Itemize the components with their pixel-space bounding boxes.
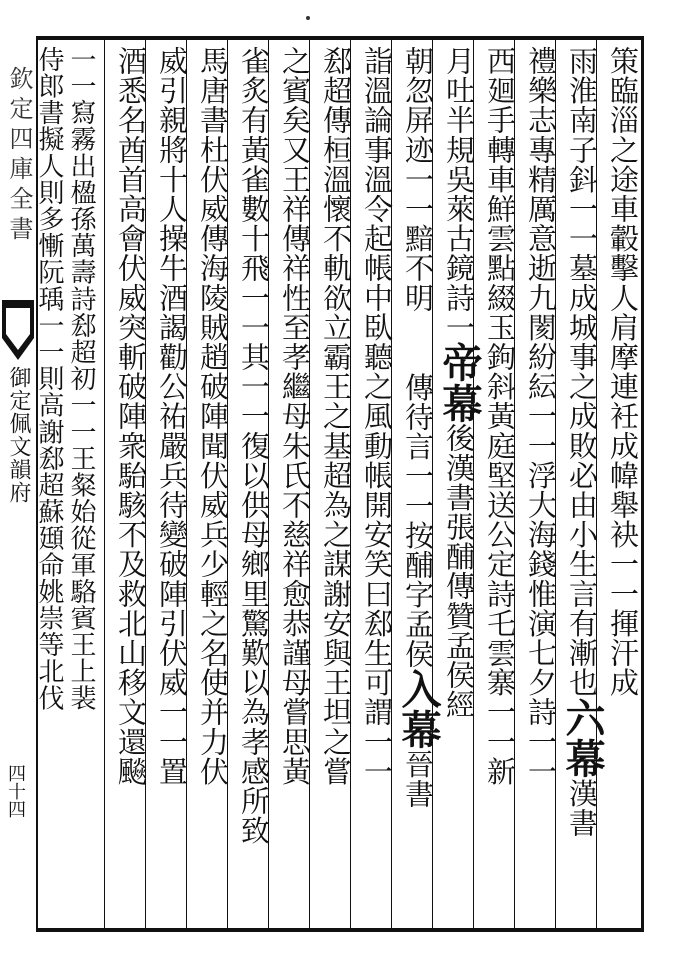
ink-speck xyxy=(306,16,310,20)
column-text: 晉書 xyxy=(401,749,435,809)
column-text: 漢書 xyxy=(565,778,599,838)
column-text: 月吐半規吳萊古鏡詩一 xyxy=(442,46,476,342)
text-column-15 xyxy=(34,46,74,922)
column-text: 酒悉名酋首高會伏威突斬破陣衆駘駭不及救北山移文還飈 xyxy=(114,46,148,786)
column-text: 傳待言一一按酺字孟侯 xyxy=(401,372,435,669)
column-text: 朝忽屏迹一一黯不明 xyxy=(401,46,435,313)
headword: 入幕 xyxy=(395,668,442,750)
headword: 帝幕 xyxy=(436,342,483,424)
column-text: 郄超傳桓溫懷不軌欲立霸王之基超為之謀謝安與王坦之嘗 xyxy=(319,46,353,786)
column-text: 侍郎書擬人則多慚阮瑀一一則高謝郄超蘇頲命姚崇等北伐 xyxy=(34,46,64,711)
column-text: 威引親將十人操牛酒謁勸公祐嚴兵待變破陣引伏威一一置 xyxy=(155,46,189,786)
column-text: 禮樂志專精厲意逝九閡紛紜一一浮大海錢惟演七夕詩一一 xyxy=(524,46,558,786)
column-text: 一一寫霧出楹孫萬壽詩郄超初一一王粲始從軍駱賓王上裴 xyxy=(66,46,96,711)
column-text: 馬唐書杜伏威傳海陵賊趙破陣聞伏威兵少輕之名使并力伏 xyxy=(196,46,230,786)
column-text: 之賓矣又王祥傳祥性至孝繼母朱氏不慈祥愈恭謹母嘗思黃 xyxy=(278,46,312,786)
page-number: 四十四 xyxy=(5,764,26,818)
book-title: 御定佩文韻府 xyxy=(6,366,31,504)
collection-title: 欽定四庫全書 xyxy=(5,66,33,246)
headword: 六幕 xyxy=(559,697,606,779)
column-text: 詣溫論事溫令起帳中臥聽之風動帳開安笑曰郄生可謂一一 xyxy=(360,46,394,786)
column-text: 西廻手轉車鮮雲點綴玉鉤斜黃庭堅送公定詩乇雲寨一一新 xyxy=(483,46,517,786)
column-text: 雀炙有黃雀數十飛一一其一一復以供母鄉里驚歎以為孝感所致 xyxy=(237,46,271,846)
column-text: 策臨淄之途車轂擊人肩摩連衽成幃舉袂一一揮汗成 xyxy=(606,46,640,698)
text-column-13 xyxy=(106,46,156,922)
column-text: 雨淮南子鈄一一墓成城事之成敗必由小生言有漸也 xyxy=(565,46,599,698)
column-text: 後漢書張酺傳贊孟侯經 xyxy=(442,423,476,720)
text-column-14 xyxy=(66,46,106,922)
